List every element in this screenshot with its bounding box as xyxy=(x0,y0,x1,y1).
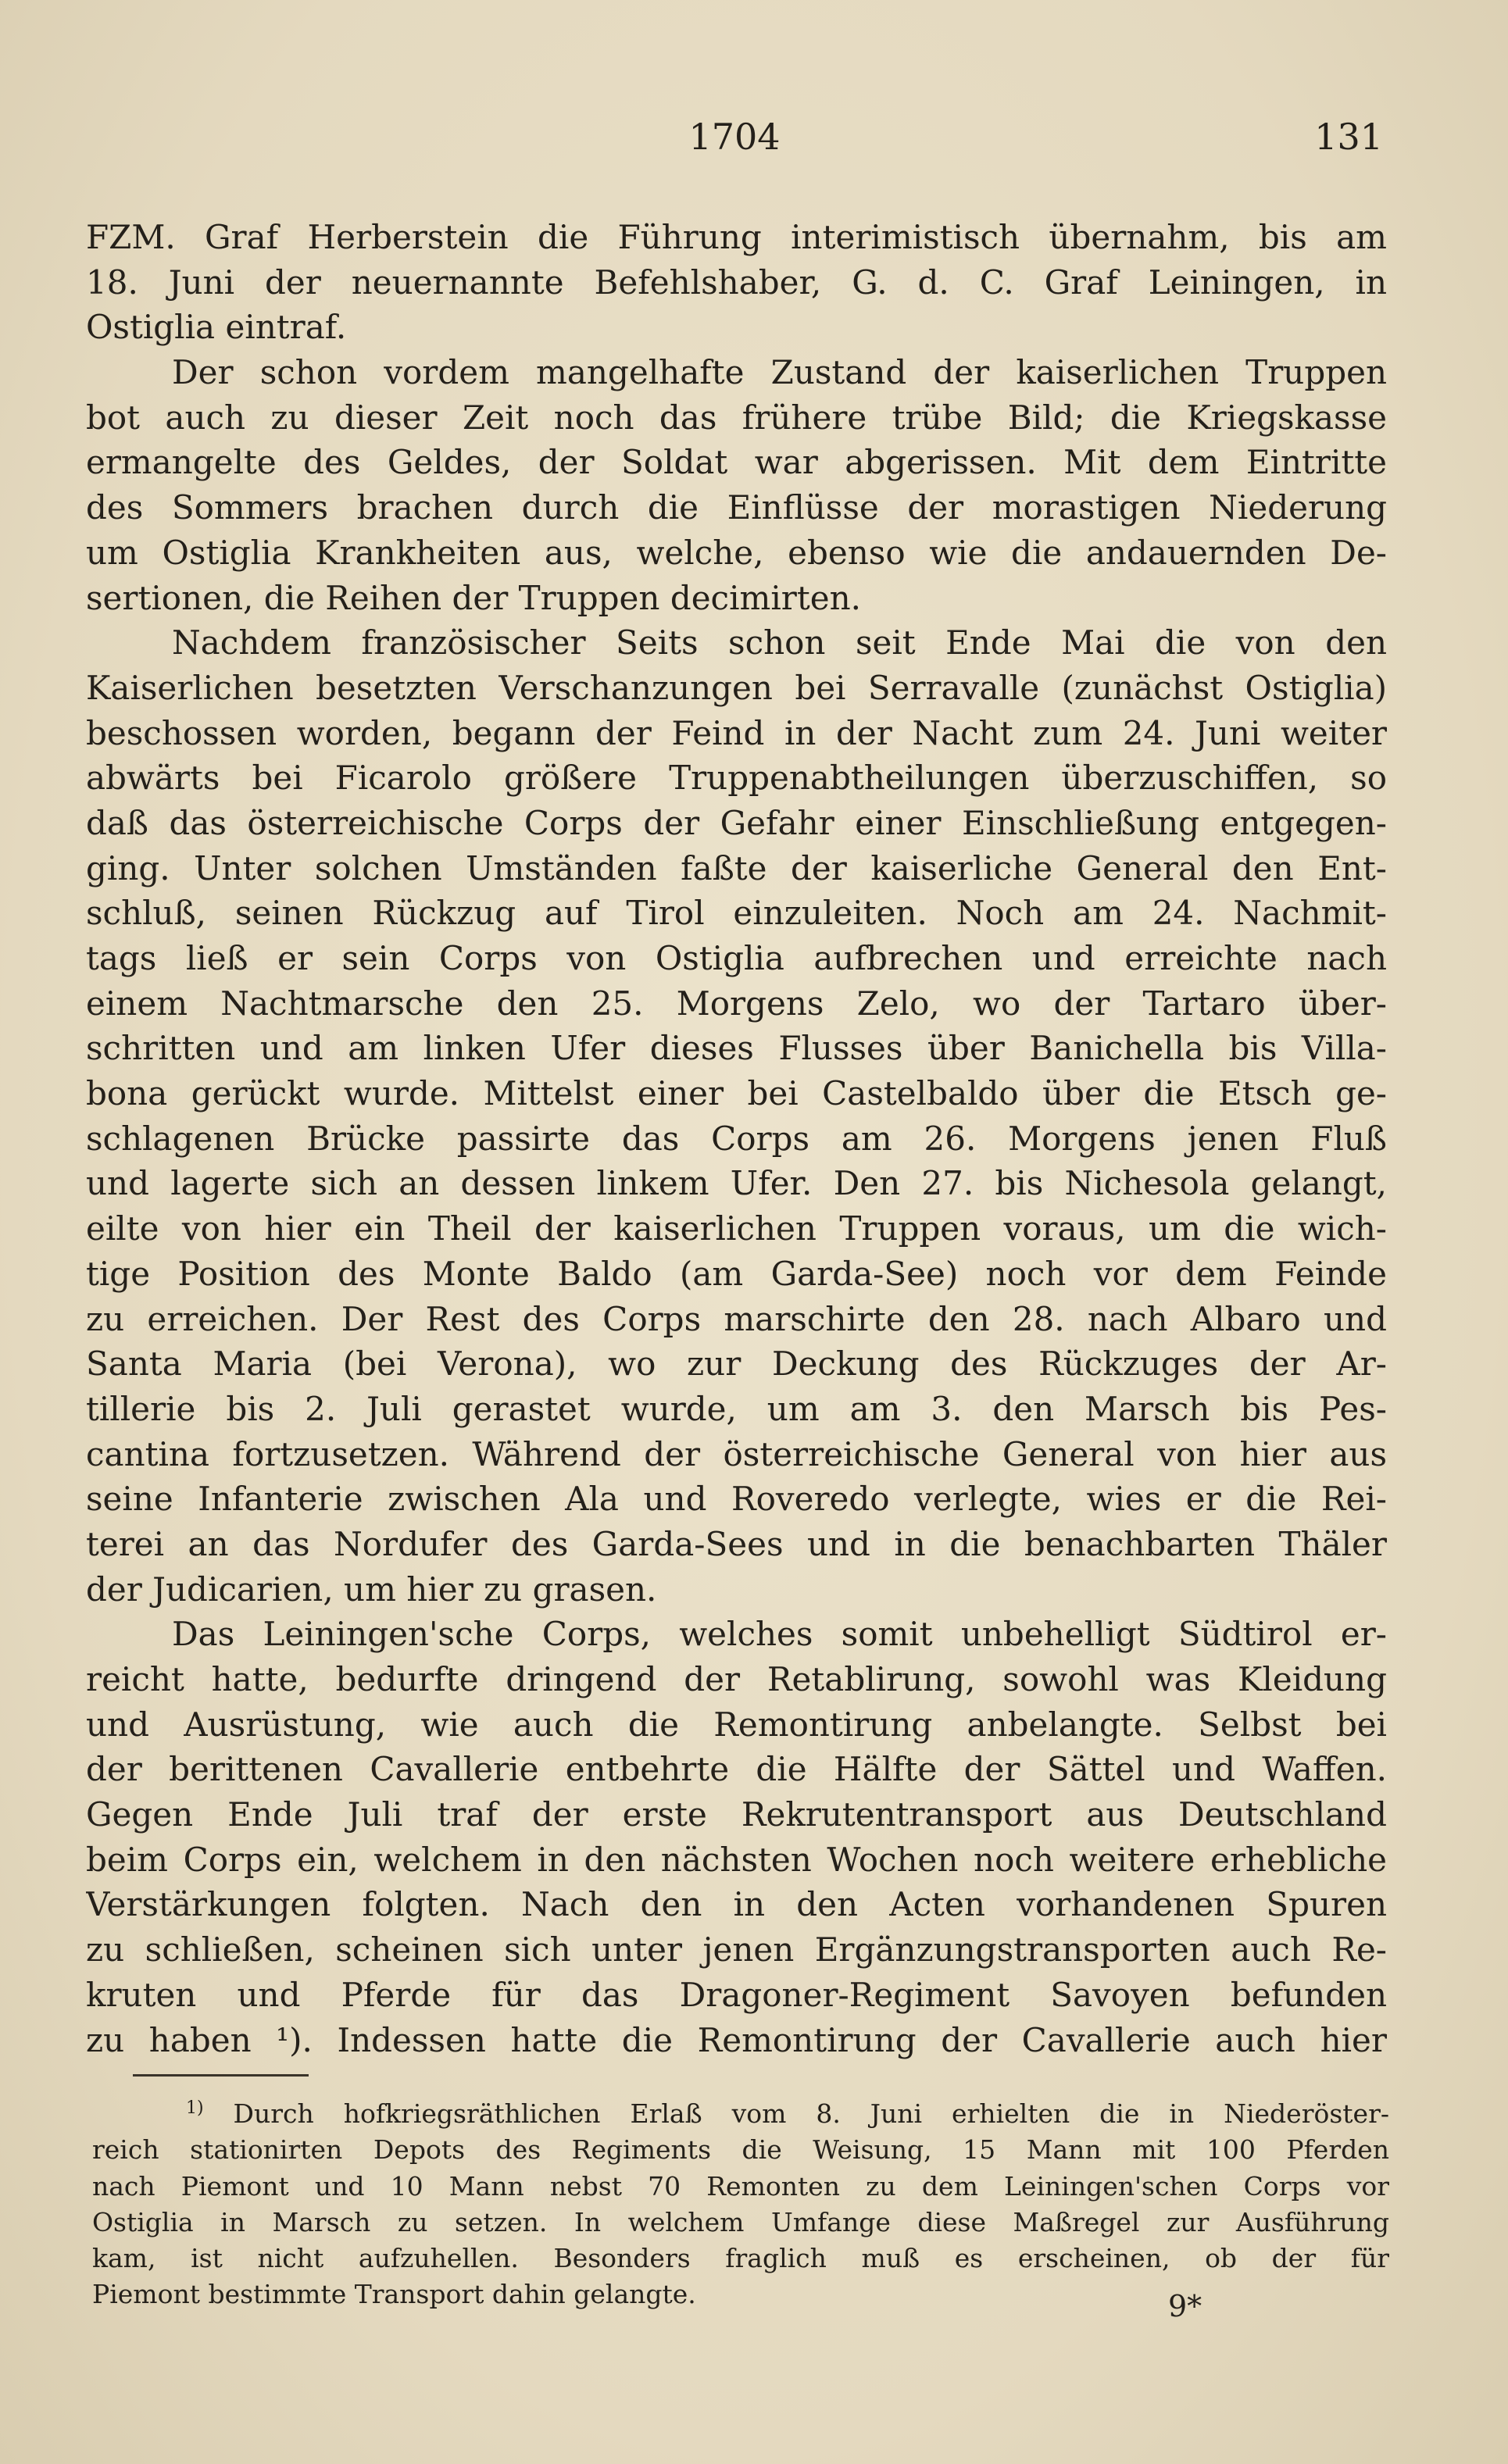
text-line: bona gerückt wurde. Mittelst einer bei Castelbaldo über die Etsch ge- xyxy=(86,1074,1387,1113)
text-line: einem Nachtmarsche den 25. Morgens Zelo, wo der Tartaro über- xyxy=(86,984,1387,1023)
text-line: zu schließen, scheinen sich unter jenen Ergänzungstransporten auch Re- xyxy=(86,1930,1387,1969)
text-line: Verstärkungen folgten. Nach den in den Acten vorhandenen Spuren xyxy=(86,1885,1387,1924)
footnote xyxy=(92,2096,1389,2313)
footnote-line: nach Piemont und 10 Mann nebst 70 Remonten zu dem Leiningen'schen Corps vor xyxy=(92,2170,1389,2202)
text-line: tags ließ er sein Corps von Ostiglia aufbrechen und erreichte nach xyxy=(86,939,1387,977)
text-line: abwärts bei Ficarolo größere Truppenabtheilungen überzuschiffen, so xyxy=(86,759,1387,798)
text-line: 18. Juni der neuernannte Befehlshaber, G. d. C. Graf Leiningen, in xyxy=(86,262,1387,302)
text-line: daß das österreichische Corps der Gefahr einer Einschließung entgegen- xyxy=(86,803,1387,842)
footnote-rule xyxy=(133,2074,309,2077)
text-line: tige Position des Monte Baldo (am Garda-See) noch vor dem Feinde xyxy=(86,1254,1387,1293)
text-line: zu haben ¹). Indessen hatte die Remontirung der Cavallerie auch hier xyxy=(86,2020,1387,2059)
text-line: Ostiglia eintraf. xyxy=(86,308,347,347)
text-line: des Sommers brachen durch die Einflüsse der morastigen Niederung xyxy=(86,488,1387,527)
text-line: ermangelte des Geldes, der Soldat war abgerissen. Mit dem Eintritte xyxy=(86,443,1387,482)
text-line: sertionen, die Reihen der Truppen decimirten. xyxy=(86,578,861,617)
text-line: schlagenen Brücke passirte das Corps am 26. Morgens jenen Fluß xyxy=(86,1119,1387,1158)
text-line: schluß, seinen Rückzug auf Tirol einzuleiten. Noch am 24. Nachmit- xyxy=(86,894,1387,933)
text-line: tillerie bis 2. Juli gerastet wurde, um am 3. den Marsch bis Pes- xyxy=(86,1389,1387,1428)
text-line: Kaiserlichen besetzten Verschanzungen bei Serravalle (zunächst Ostiglia) xyxy=(86,668,1387,707)
footnote-line: Ostiglia in Marsch zu setzen. In welchem Umfange diese Maßregel zur Ausführung xyxy=(92,2206,1389,2237)
text-line: zu erreichen. Der Rest des Corps marschirte den 28. nach Albaro und xyxy=(86,1299,1387,1338)
text-line: Santa Maria (bei Verona), wo zur Deckung des Rückzuges der Ar- xyxy=(86,1344,1387,1384)
footnote-line: $^{1)}$ Durch hofkriegsräthlichen Erlaß vom 8. Juni erhielten die in Niederöster- xyxy=(186,2098,1389,2129)
text-line: bot auch zu dieser Zeit noch das frühere trübe Bild; die Kriegskasse xyxy=(86,398,1387,437)
text-line: kruten und Pferde für das Dragoner-Regiment Savoyen befunden xyxy=(86,1975,1387,2014)
running-head-year: 1704 xyxy=(688,116,781,158)
text-line: und lagerte sich an dessen linkem Ufer. Den 27. bis Nichesola gelangt, xyxy=(86,1164,1387,1203)
text-line: Gegen Ende Juli traf der erste Rekrutentransport aus Deutschland xyxy=(86,1795,1387,1834)
footnote-marker: 1) xyxy=(186,2098,204,2118)
text-line: FZM. Graf Herberstein die Führung interimistisch übernahm, bis am xyxy=(86,218,1387,256)
text-line: beschossen worden, begann der Feind in der Nacht zum 24. Juni weiter xyxy=(86,713,1387,752)
text-line: seine Infanterie zwischen Ala und Roveredo verlegte, wies er die Rei- xyxy=(86,1480,1387,1519)
text-line: Nachdem französischer Seits schon seit Ende Mai die von den xyxy=(172,623,1387,662)
text-line: beim Corps ein, welchem in den nächsten Wochen noch weitere erhebliche xyxy=(86,1840,1387,1879)
text-line: schritten und am linken Ufer dieses Flusses über Banichella bis Villa- xyxy=(86,1029,1387,1068)
page-number: 131 xyxy=(1314,116,1383,158)
text-line: cantina fortzusetzen. Während der österreichische General von hier aus xyxy=(86,1434,1387,1473)
footnote-line: reich stationirten Depots des Regiments die Weisung, 15 Mann mit 100 Pferden xyxy=(92,2134,1389,2166)
text-line: terei an das Nordufer des Garda-Sees und in die benachbarten Thäler xyxy=(86,1524,1387,1563)
page-header xyxy=(86,116,1383,162)
main-text xyxy=(86,215,1387,2062)
text-line: ging. Unter solchen Umständen faßte der kaiserliche General den Ent- xyxy=(86,848,1387,887)
text-line: der berittenen Cavallerie entbehrte die Hälfte der Sättel und Waffen. xyxy=(86,1750,1387,1789)
text-line: reicht hatte, bedurfte dringend der Retablirung, sowohl was Kleidung xyxy=(86,1660,1387,1698)
signature-mark: 9* xyxy=(1168,2289,1202,2323)
text-line: um Ostiglia Krankheiten aus, welche, ebenso wie die andauernden De- xyxy=(86,533,1387,572)
text-line: und Ausrüstung, wie auch die Remontirung anbelangte. Selbst bei xyxy=(86,1705,1387,1744)
footnote-line: kam, ist nicht aufzuhellen. Besonders fraglich muß es erscheinen, ob der für xyxy=(92,2243,1389,2274)
text-line: der Judicarien, um hier zu grasen. xyxy=(86,1569,657,1609)
text-line: eilte von hier ein Theil der kaiserlichen Truppen voraus, um die wich- xyxy=(86,1209,1387,1248)
text-line: Das Leiningen'sche Corps, welches somit unbehelligt Südtirol er- xyxy=(172,1615,1387,1654)
footnote-line: Piemont bestimmte Transport dahin gelangte. xyxy=(92,2279,696,2310)
text-line: Der schon vordem mangelhafte Zustand der kaiserlichen Truppen xyxy=(172,353,1387,392)
